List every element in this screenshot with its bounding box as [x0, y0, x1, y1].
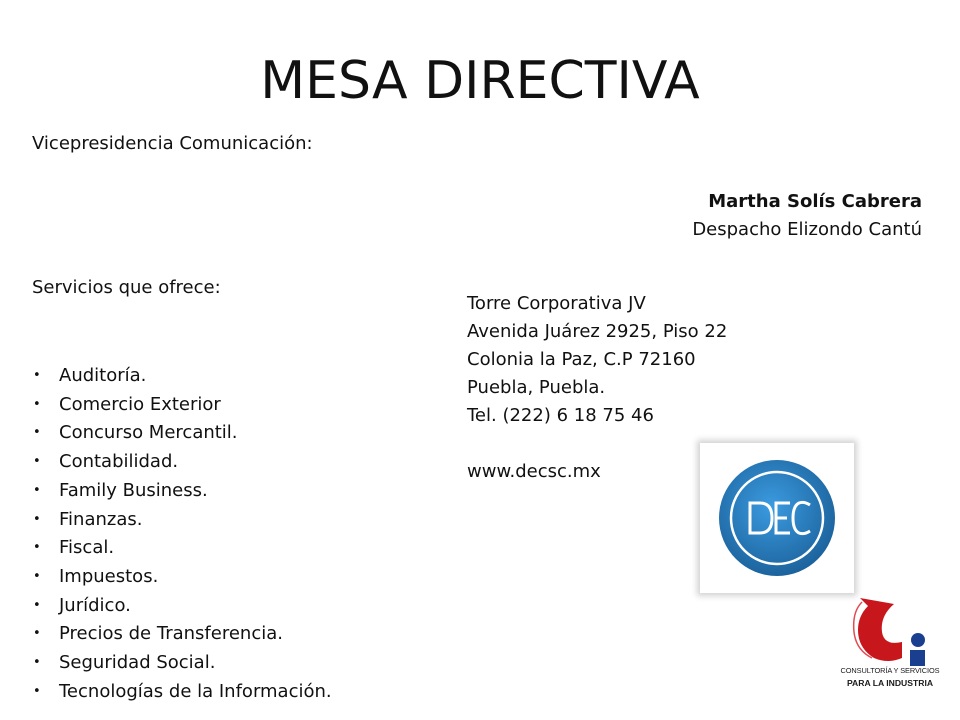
corner-logo-blue-bar	[910, 650, 925, 666]
service-label: Auditoría.	[59, 365, 147, 386]
person-block	[692, 188, 922, 244]
bullet-icon: •	[33, 482, 41, 498]
services-list	[32, 362, 332, 706]
services-label: Servicios que ofrece:	[32, 277, 221, 298]
bullet-icon: •	[33, 655, 41, 671]
address-building: Torre Corporativa JV	[467, 293, 646, 314]
dec-logo-frame	[700, 443, 854, 593]
list-item	[32, 678, 332, 707]
list-item	[32, 362, 332, 391]
service-label: Precios de Transferencia.	[59, 623, 283, 645]
person-name: Martha Solís Cabrera	[708, 191, 922, 212]
bullet-icon: •	[33, 425, 41, 441]
list-item	[32, 534, 332, 563]
service-label: Seguridad Social.	[59, 652, 216, 674]
bullet-icon: •	[33, 368, 41, 383]
list-item	[32, 448, 332, 477]
address-block	[467, 290, 727, 486]
list-item	[32, 419, 332, 448]
industry-consulting-logo-icon	[822, 592, 958, 720]
bullet-icon: •	[33, 540, 41, 556]
list-item	[32, 506, 332, 535]
list-item	[32, 391, 332, 420]
service-label: Finanzas.	[59, 508, 143, 530]
corner-logo-blue-dot	[911, 633, 925, 647]
vicepresidency-label: Vicepresidencia Comunicación:	[32, 133, 313, 154]
service-label: Contabilidad.	[59, 451, 179, 473]
bullet-icon: •	[33, 396, 41, 412]
list-item	[32, 563, 332, 592]
list-item	[32, 592, 332, 621]
address-street: Avenida Juárez 2925, Piso 22	[467, 321, 728, 342]
address-colony: Colonia la Paz, C.P 72160	[467, 349, 696, 370]
corner-logo-caption-line1: CONSULTORÍA Y SERVICIOS	[840, 666, 940, 675]
list-item	[32, 477, 332, 506]
service-label: Fiscal.	[59, 537, 115, 559]
address-spacer	[467, 430, 727, 458]
service-label: Family Business.	[59, 479, 208, 501]
service-label: Jurídico.	[59, 594, 131, 616]
bullet-icon: •	[33, 568, 41, 584]
list-item	[32, 620, 332, 649]
bullet-icon: •	[33, 454, 41, 470]
person-company: Despacho Elizondo Cantú	[692, 219, 922, 240]
bullet-icon: •	[33, 683, 41, 699]
website-link[interactable]: www.decsc.mx	[467, 461, 601, 482]
list-item	[32, 649, 332, 678]
bullet-icon: •	[33, 597, 41, 613]
corner-logo-red-shape	[858, 598, 902, 661]
bullet-icon: •	[33, 626, 41, 642]
service-label: Concurso Mercantil.	[59, 422, 238, 444]
dec-circle-logo-icon	[700, 443, 854, 593]
address-phone: Tel. (222) 6 18 75 46	[467, 405, 654, 426]
bullet-icon: •	[33, 511, 41, 527]
service-label: Impuestos.	[59, 565, 159, 587]
address-city: Puebla, Puebla.	[467, 377, 606, 398]
service-label: Comercio Exterior	[59, 393, 221, 415]
service-label: Tecnologías de la Información.	[59, 680, 332, 702]
corner-logo-caption-line2: PARA LA INDUSTRIA	[846, 678, 934, 688]
slide-title: MESA DIRECTIVA	[260, 51, 700, 111]
